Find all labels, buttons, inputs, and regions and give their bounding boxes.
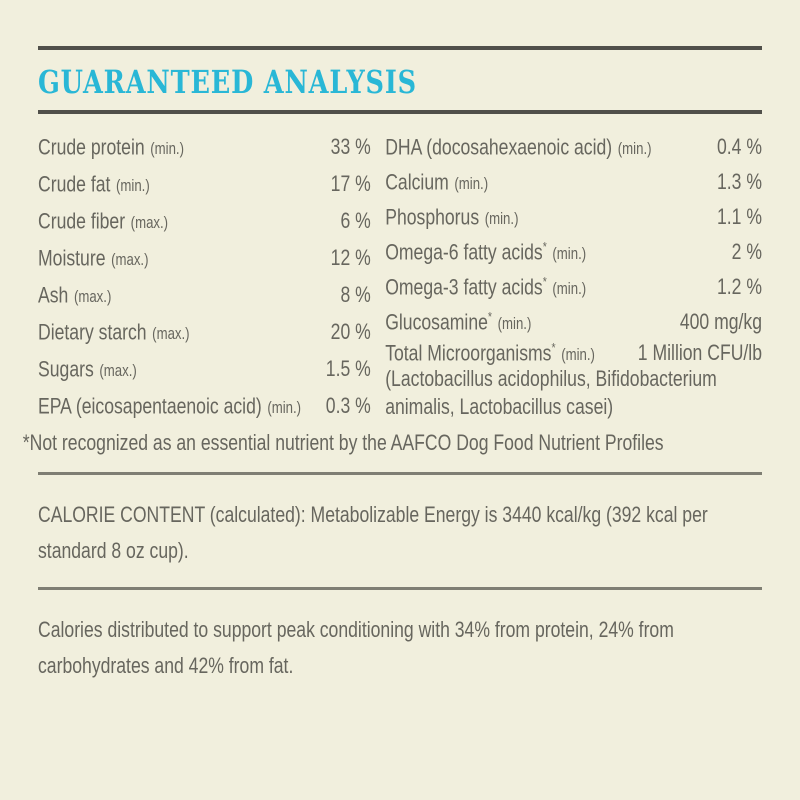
nutrient-name: Glucosamine [385, 309, 488, 335]
analysis-table [38, 129, 762, 425]
footnote-marker: * [551, 340, 556, 355]
nutrient-value: 20 % [330, 319, 371, 345]
nutrient-value: 1.1 % [716, 204, 762, 230]
nutrient-label [38, 277, 111, 310]
nutrient-value: 17 % [330, 171, 371, 197]
nutrient-value: 0.4 % [716, 134, 762, 160]
analysis-row [385, 164, 762, 199]
analysis-row [385, 269, 762, 304]
column-gap [371, 129, 385, 425]
nutrient-name: Crude fiber [38, 208, 126, 234]
nutrient-name: Total Microorganisms [385, 340, 552, 366]
nutrient-name: Omega-3 fatty acids [385, 274, 543, 300]
analysis-column-left [38, 129, 371, 425]
analysis-row [38, 351, 371, 388]
label-content [22, 0, 762, 684]
nutrient-value: 1 Million CFU/lb [637, 340, 762, 366]
nutrient-qualifier: (max.) [130, 214, 169, 233]
nutrient-name: Ash [38, 282, 69, 308]
calorie-content-text: CALORIE CONTENT (calculated): Metabolizable Energy is 3440 kcal/kg (392 kcal per standard 8 oz cup). [38, 502, 708, 563]
section-divider-rule [38, 472, 762, 475]
analysis-row [385, 129, 762, 164]
nutrient-value: 8 % [340, 282, 371, 308]
nutrient-value: 1.2 % [716, 274, 762, 300]
nutrient-label [38, 351, 137, 384]
nutrient-label [38, 203, 168, 236]
nutrient-qualifier: (min.) [484, 210, 519, 229]
nutrient-label [385, 129, 651, 162]
nutrient-value: 12 % [330, 245, 371, 271]
nutrient-value: 33 % [330, 134, 371, 160]
nutrient-value: 1.5 % [325, 356, 371, 382]
nutrient-name: Omega-6 fatty acids [385, 239, 543, 265]
analysis-row [38, 388, 371, 425]
aafco-footnote: *Not recognized as an essential nutrient by the AAFCO Dog Food Nutrient Profiles [22, 430, 664, 455]
nutrient-name: DHA (docosahexaenoic acid) [385, 134, 613, 160]
nutrient-qualifier: (min.) [552, 245, 587, 264]
nutrient-value: 6 % [340, 208, 371, 234]
nutrient-label [385, 164, 488, 197]
nutrient-value: 400 mg/kg [679, 309, 762, 335]
nutrient-label [38, 129, 184, 162]
nutrient-qualifier: (max.) [99, 362, 137, 381]
nutrient-qualifier: (min.) [617, 140, 652, 159]
nutrient-label [38, 240, 148, 273]
nutrient-label [385, 199, 518, 232]
analysis-row [38, 203, 371, 240]
nutrient-name: EPA (eicosapentaenoic acid) [38, 393, 262, 419]
nutrient-name: Calcium [385, 169, 449, 195]
nutrient-qualifier: (min.) [267, 399, 302, 418]
analysis-row [385, 234, 762, 269]
analysis-row [38, 129, 371, 166]
nutrient-label [38, 388, 301, 421]
analysis-row [385, 335, 762, 365]
nutrient-label [385, 335, 595, 368]
analysis-row [38, 240, 371, 277]
nutrient-qualifier: (min.) [150, 140, 184, 159]
title-divider-rule [38, 110, 762, 114]
footnote-marker: * [542, 239, 547, 254]
nutrient-name: Phosphorus [385, 204, 480, 230]
nutrient-name: Crude protein [38, 134, 145, 160]
page-title: GUARANTEED ANALYSIS [38, 63, 417, 101]
analysis-row [38, 277, 371, 314]
nutrient-value: 0.3 % [325, 393, 371, 419]
nutrient-name: Moisture [38, 245, 106, 271]
nutrient-label [38, 166, 150, 199]
nutrient-label [385, 234, 586, 267]
calorie-distribution-text: Calories distributed to support peak conditioning with 34% from protein, 24% from carbohydrates and 42% from fat. [38, 617, 674, 678]
nutrient-qualifier: (min.) [561, 346, 595, 365]
microorganism-species-note: (Lactobacillus acidophilus, Bifidobacterium animalis, Lactobacillus casei) [385, 366, 717, 419]
nutrient-qualifier: (max.) [152, 325, 190, 344]
nutrient-qualifier: (max.) [73, 288, 112, 307]
nutrient-qualifier: (min.) [454, 175, 489, 194]
footnote-marker: * [487, 309, 493, 324]
section-divider-rule [38, 587, 762, 590]
nutrient-qualifier: (min.) [497, 315, 532, 334]
nutrient-qualifier: (max.) [111, 251, 149, 270]
analysis-row [38, 314, 371, 351]
nutrient-label [385, 304, 531, 337]
nutrient-value: 1.3 % [716, 169, 762, 195]
analysis-row [385, 199, 762, 234]
nutrient-qualifier: (min.) [116, 177, 150, 196]
analysis-column-right [385, 129, 762, 425]
analysis-row [385, 304, 762, 335]
nutrient-value: 2 % [731, 239, 762, 265]
nutrient-label [385, 269, 586, 302]
nutrient-qualifier: (min.) [552, 280, 587, 299]
analysis-row [38, 166, 371, 203]
footnote-marker: * [542, 274, 547, 289]
nutrient-label [38, 314, 190, 347]
nutrient-name: Dietary starch [38, 319, 147, 345]
nutrient-name: Crude fat [38, 171, 111, 197]
top-divider-rule [38, 46, 762, 50]
nutrient-name: Sugars [38, 356, 94, 382]
